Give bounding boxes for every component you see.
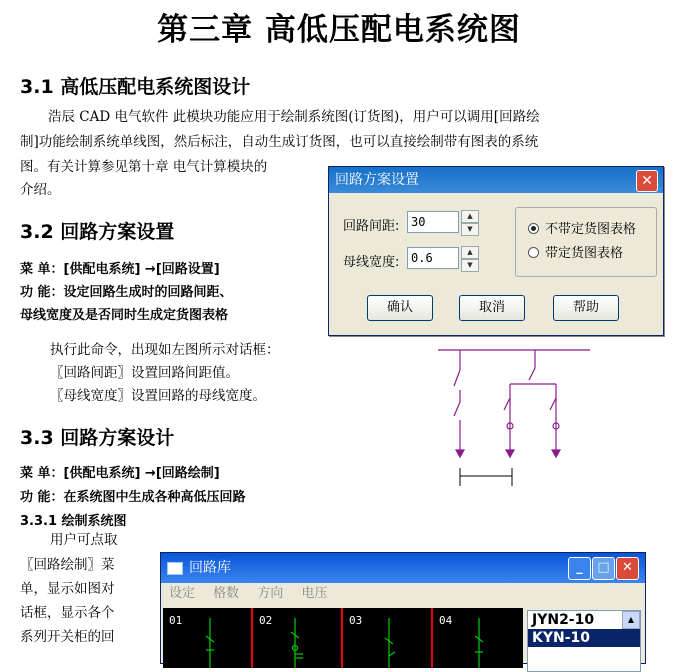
list-item[interactable]: JYN2-10 [532, 612, 595, 628]
ok-button[interactable]: 确认 [367, 295, 433, 321]
spin-down-icon[interactable]: ▼ [461, 259, 479, 272]
circuit-diagram [420, 340, 600, 490]
spacing-input[interactable]: 30 [407, 211, 459, 233]
spin-up-icon[interactable]: ▲ [461, 210, 479, 223]
menu-grid-count[interactable]: 格数 [213, 586, 240, 601]
dialog-title: 回路方案设置 [335, 172, 419, 188]
circuit-cell[interactable]: 03 [343, 608, 433, 668]
list-item-selected[interactable]: KYN-10 [528, 629, 640, 647]
section-3-1-line3: 图。有关计算参见第十章 电气计算模块的 [20, 159, 268, 175]
library-title-bar [161, 553, 645, 583]
circuit-cell[interactable]: 01 [163, 608, 253, 668]
close-icon[interactable]: ✕ [636, 170, 658, 192]
circuit-preview-panel[interactable] [163, 608, 523, 668]
library-menubar [161, 583, 645, 605]
window-icon [167, 562, 183, 575]
section-3-3-heading: 3.3 回路方案设计 [20, 427, 175, 449]
section-3-3-desc3: 单，显示如图对 [20, 581, 115, 597]
section-3-2-func1: 功 能：设定回路生成时的回路间距、 [20, 285, 233, 300]
library-title: 回路库 [189, 560, 231, 576]
section-3-3-1-heading: 3.3.1 绘制系统图 [20, 514, 127, 529]
radio-with-table[interactable]: 带定货图表格 [528, 242, 623, 261]
section-3-2-func2: 母线宽度及是否同时生成定货图表格 [20, 308, 229, 323]
section-3-1-heading: 3.1 高低压配电系统图设计 [20, 76, 251, 98]
circuit-library-dialog [160, 552, 646, 664]
table-option-group [515, 207, 657, 277]
section-3-1-line2: 制]功能绘制系统单线图，然后标注，自动生成订货图，也可以直接绘制带有图表的系统 [20, 134, 539, 150]
busbar-spinner[interactable] [461, 246, 479, 270]
circuit-symbol [203, 618, 217, 668]
busbar-input[interactable]: 0.6 [407, 247, 459, 269]
section-3-2-desc1: 执行此命令，出现如左图所示对话框： [50, 342, 280, 358]
series-listbox[interactable] [527, 610, 641, 672]
section-3-2-desc2: 〖回路间距〗设置回路间距值。 [50, 365, 239, 381]
chapter-title: 第三章 高低压配电系统图 [157, 12, 521, 48]
menu-voltage[interactable]: 电压 [301, 586, 328, 601]
radio-selected-icon[interactable] [528, 223, 539, 234]
circuit-symbol [471, 618, 487, 668]
section-3-3-menu: 菜 单：[供配电系统] →[回路绘制] [20, 466, 220, 481]
section-3-3-desc5: 系列开关柜的回 [20, 629, 115, 645]
minimize-icon[interactable]: _ [568, 557, 591, 580]
maximize-icon[interactable]: □ [592, 557, 615, 580]
spacing-spinner[interactable] [461, 210, 479, 234]
help-button[interactable]: 帮助 [553, 295, 619, 321]
circuit-cell[interactable]: 02 [253, 608, 343, 668]
section-3-2-menu: 菜 单：[供配电系统] →[回路设置] [20, 262, 220, 277]
section-3-2-desc3: 〖母线宽度〗设置回路的母线宽度。 [50, 388, 266, 404]
cancel-button[interactable]: 取消 [459, 295, 525, 321]
radio-no-table[interactable]: 不带定货图表格 [528, 218, 636, 237]
section-3-1-line4: 介绍。 [20, 182, 61, 198]
spin-up-icon[interactable]: ▲ [461, 246, 479, 259]
menu-direction[interactable]: 方向 [257, 586, 284, 601]
section-3-3-desc1: 用户可点取 [50, 532, 118, 548]
circuit-cell[interactable]: 04 [433, 608, 521, 668]
close-icon[interactable]: ✕ [616, 557, 639, 580]
section-3-3-desc2: 〖回路绘制〗菜 [20, 557, 115, 573]
busbar-label: 母线宽度: [343, 255, 400, 270]
scroll-up-icon[interactable]: ▲ [622, 611, 640, 629]
spin-down-icon[interactable]: ▼ [461, 223, 479, 236]
menu-settings[interactable]: 设定 [169, 586, 196, 601]
section-3-1-line1: 浩辰 CAD 电气软件 此模块功能应用于绘制系统图(订货图)，用户可以调用[回路绘 [48, 109, 540, 125]
section-3-3-func: 功 能：在系统图中生成各种高低压回路 [20, 490, 246, 505]
spacing-label: 回路间距: [343, 219, 400, 234]
section-3-3-desc4: 话框，显示各个 [20, 605, 115, 621]
circuit-symbol [287, 618, 307, 668]
dialog-title-bar [329, 167, 663, 193]
circuit-settings-dialog [328, 166, 664, 336]
radio-icon[interactable] [528, 247, 539, 258]
circuit-symbol [381, 618, 397, 668]
section-3-2-heading: 3.2 回路方案设置 [20, 221, 175, 243]
